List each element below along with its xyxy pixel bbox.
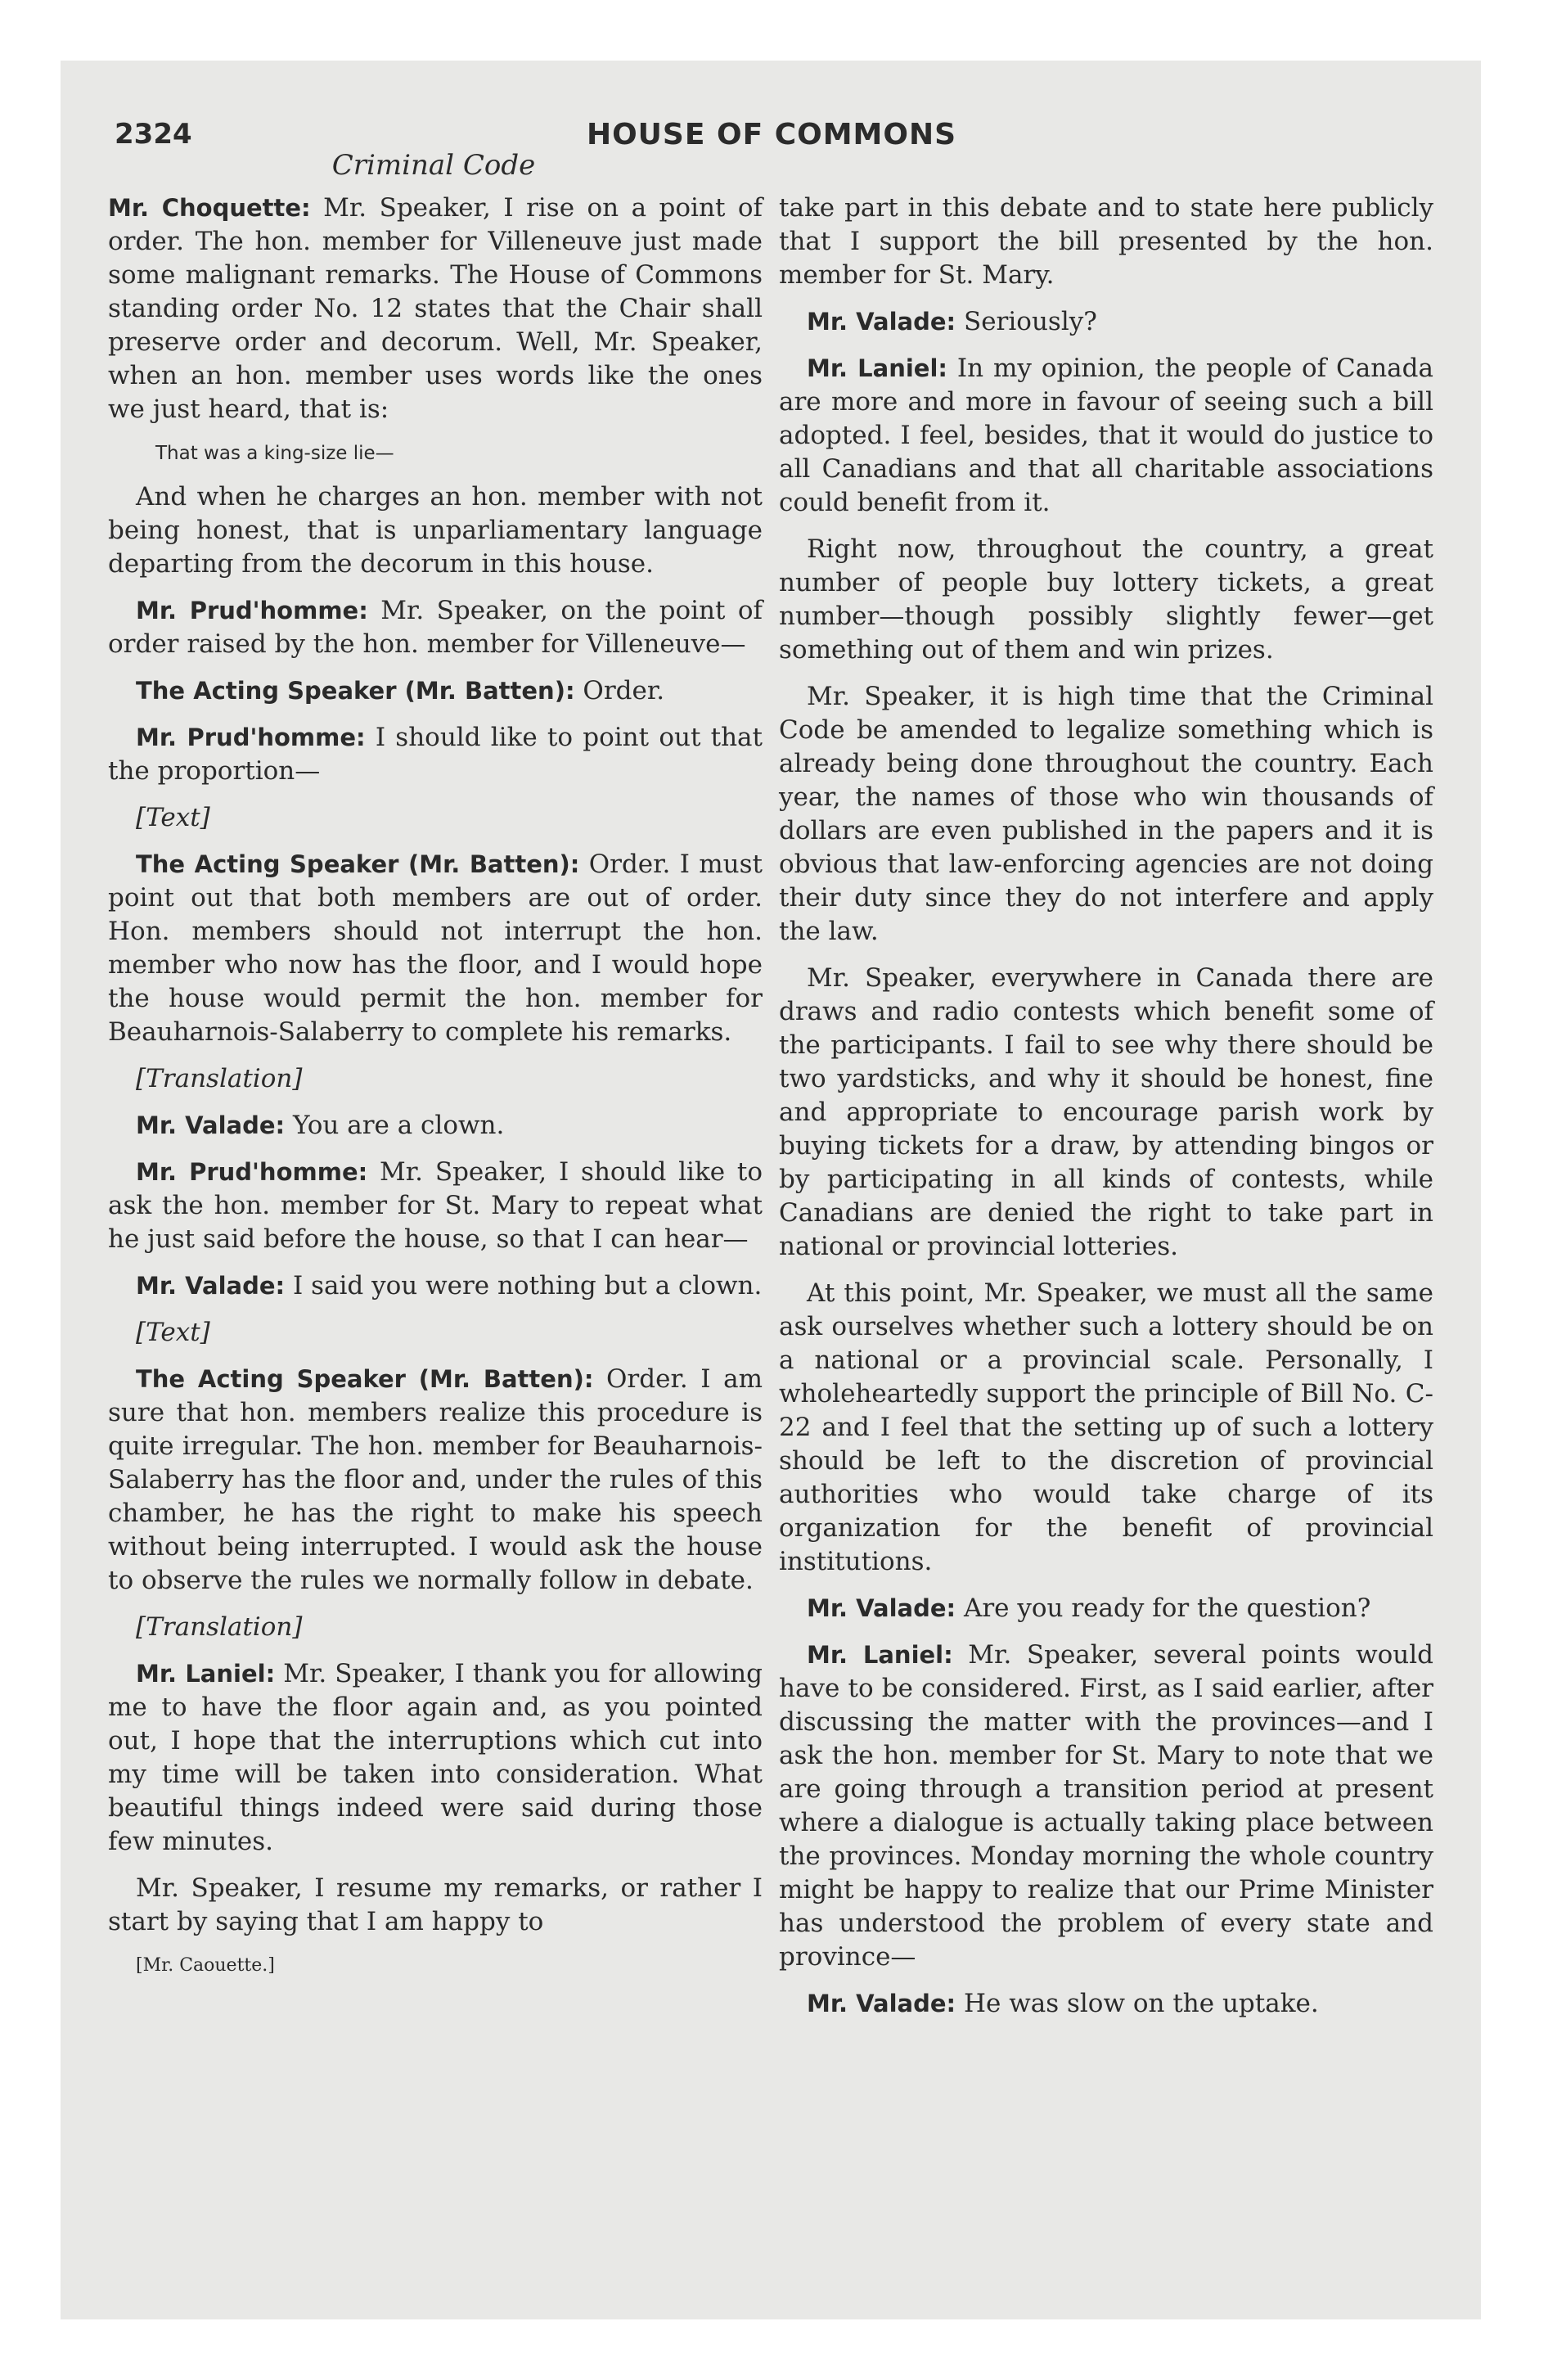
section-subject: Criminal Code (331, 149, 536, 182)
speaker-name: Mr. Choquette: (108, 194, 311, 222)
speech-paragraph (108, 1109, 763, 1143)
speaker-name: Mr. Laniel: (807, 1641, 953, 1669)
speech-paragraph: And when he charges an hon. member with not being honest, that is unparliamentary language departing from the decorum in this house. (108, 482, 763, 579)
speaker-name: Mr. Prud'homme: (136, 1158, 368, 1186)
speech-text: I said you were nothing but a clown. (285, 1271, 763, 1300)
speaker-name: The Acting Speaker (Mr. Batten): (136, 1365, 594, 1393)
page (61, 61, 1481, 2319)
speech-text: Order. I am sure that hon. members realize this procedure is quite irregular. The hon. member for Beauharnois-Salaberry has the floor and, under the rules of this chamber, he has the right to make his speech without being interrupted. I would ask the house to observe the rules we normally follow in debate. (108, 1364, 763, 1595)
speech-text: Are you ready for the question? (956, 1593, 1371, 1623)
language-note: [Translation] (136, 1612, 303, 1642)
speaker-name: Mr. Prud'homme: (136, 597, 368, 624)
speaker-name: Mr. Valade: (807, 1990, 956, 2017)
right-column (779, 192, 1433, 2034)
speech-paragraph: Mr. Speaker, it is high time that the Criminal Code be amended to legalize something which is already being done throughout the country. Each year, the names of those who win thousands of dollars are even published in the papers and it is obvious that law-enforcing agencies are not doing their duty since they do not interfere and apply the law. (779, 682, 1433, 946)
speech-text: Order. I must point out that both members are out of order. Hon. members should not interrupt the hon. member who now has the floor, and I would hope the house would permit the hon. member for Beauharnois-Salaberry to complete his remarks. (108, 850, 763, 1047)
speech-paragraph (779, 305, 1433, 339)
quoted-remark: That was a king-size lie— (155, 443, 394, 464)
speech-text: Mr. Speaker, several points would have to be considered. First, as I said earlier, after discussing the matter with the provinces—and I ask the hon. member for St. Mary to note that we are going through a transition period at present where a dialogue is actually taking place between the provinces. Monday morning the whole country might be happy to realize that our Prime Minister has understood the problem of every state and province— (779, 1640, 1433, 1972)
speaker-name: Mr. Valade: (807, 1594, 956, 1622)
left-column (108, 192, 763, 1993)
page-title: HOUSE OF COMMONS (586, 118, 957, 151)
speech-text: He was slow on the uptake. (956, 1989, 1319, 2018)
speaker-name: Mr. Valade: (136, 1111, 286, 1139)
speech-text: Seriously? (956, 307, 1097, 336)
speech-paragraph (779, 1987, 1433, 2021)
speaker-name: Mr. Laniel: (807, 354, 948, 382)
speech-paragraph (108, 1363, 763, 1598)
speaker-name: The Acting Speaker (Mr. Batten): (136, 850, 580, 878)
speech-paragraph (108, 192, 763, 426)
language-note: [Translation] (136, 1064, 303, 1093)
speaker-name: Mr. Valade: (136, 1272, 286, 1300)
speech-paragraph: Mr. Speaker, everywhere in Canada there are draws and radio contests which benefit some of the participants. I fail to see why there should be two yardsticks, and why it should be honest, fine and appropriate to encourage parish work by buying tickets for a draw, by attending bingos or by participating in all kinds of contests, while Canadians are denied the right to take part in national or provincial lotteries. (779, 963, 1433, 1261)
speech-paragraph (108, 721, 763, 788)
speech-text: Mr. Speaker, I rise on a point of order. The hon. member for Villeneuve just made some malignant remarks. The House of Commons standing order No. 12 states that the Chair shall preserve order and decorum. Well, Mr. Speaker, when an hon. member uses words like the ones we just heard, that is: (108, 193, 763, 424)
speaker-name: Mr. Laniel: (136, 1660, 276, 1688)
speaker-name: Mr. Prud'homme: (136, 723, 366, 751)
page-number: 2324 (115, 118, 192, 151)
speech-paragraph (108, 674, 763, 708)
speaker-name: The Acting Speaker (Mr. Batten): (136, 677, 575, 705)
speaker-name: Mr. Valade: (807, 308, 956, 336)
language-note: [Text] (136, 1318, 210, 1347)
speech-text: Mr. Speaker, I should like to ask the hon. member for St. Mary to repeat what he just said before the house, so that I can hear— (108, 1157, 763, 1254)
speech-paragraph (108, 1156, 763, 1256)
footer-speaker-ref: [Mr. Caouette.] (136, 1955, 275, 1976)
speech-text: Mr. Speaker, on the point of order raised by the hon. member for Villeneuve— (108, 596, 763, 659)
speech-paragraph (779, 1592, 1433, 1625)
language-note: [Text] (136, 803, 210, 832)
speech-paragraph: take part in this debate and to state here publicly that I support the bill presented by the hon. member for St. Mary. (779, 193, 1433, 290)
speech-paragraph: Right now, throughout the country, a great number of people buy lottery tickets, a great number—though possibly slightly fewer—get something out of them and win prizes. (779, 534, 1433, 665)
speech-text: You are a clown. (285, 1111, 505, 1140)
speech-text: I should like to point out that the proportion— (108, 723, 763, 786)
speech-text: In my opinion, the people of Canada are more and more in favour of seeing such a bill adopted. I feel, besides, that it would do justice to all Canadians and that all charitable associations could benefit from it. (779, 354, 1433, 517)
speech-paragraph (108, 848, 763, 1049)
speech-text: Mr. Speaker, I thank you for allowing me to have the floor again and, as you pointed out, I hope that the interruptions which cut into my time will be taken into consideration. What beautiful things indeed were said during those few minutes. (108, 1659, 763, 1856)
speech-text: Order. (574, 676, 665, 705)
speech-paragraph (779, 352, 1433, 520)
speech-paragraph (108, 1269, 763, 1303)
speech-paragraph: Mr. Speaker, I resume my remarks, or rather I start by saying that I am happy to (108, 1873, 763, 1936)
speech-paragraph (108, 594, 763, 661)
speech-paragraph: At this point, Mr. Speaker, we must all the same ask ourselves whether such a lottery should be on a national or a provincial scale. Personally, I wholeheartedly support the principle of Bill No. C-22 and I feel that the setting up of such a lottery should be left to the discretion of provincial authorities who would take charge of its organization for the benefit of provincial institutions. (779, 1278, 1433, 1576)
speech-paragraph (779, 1639, 1433, 1974)
speech-paragraph (108, 1657, 763, 1859)
